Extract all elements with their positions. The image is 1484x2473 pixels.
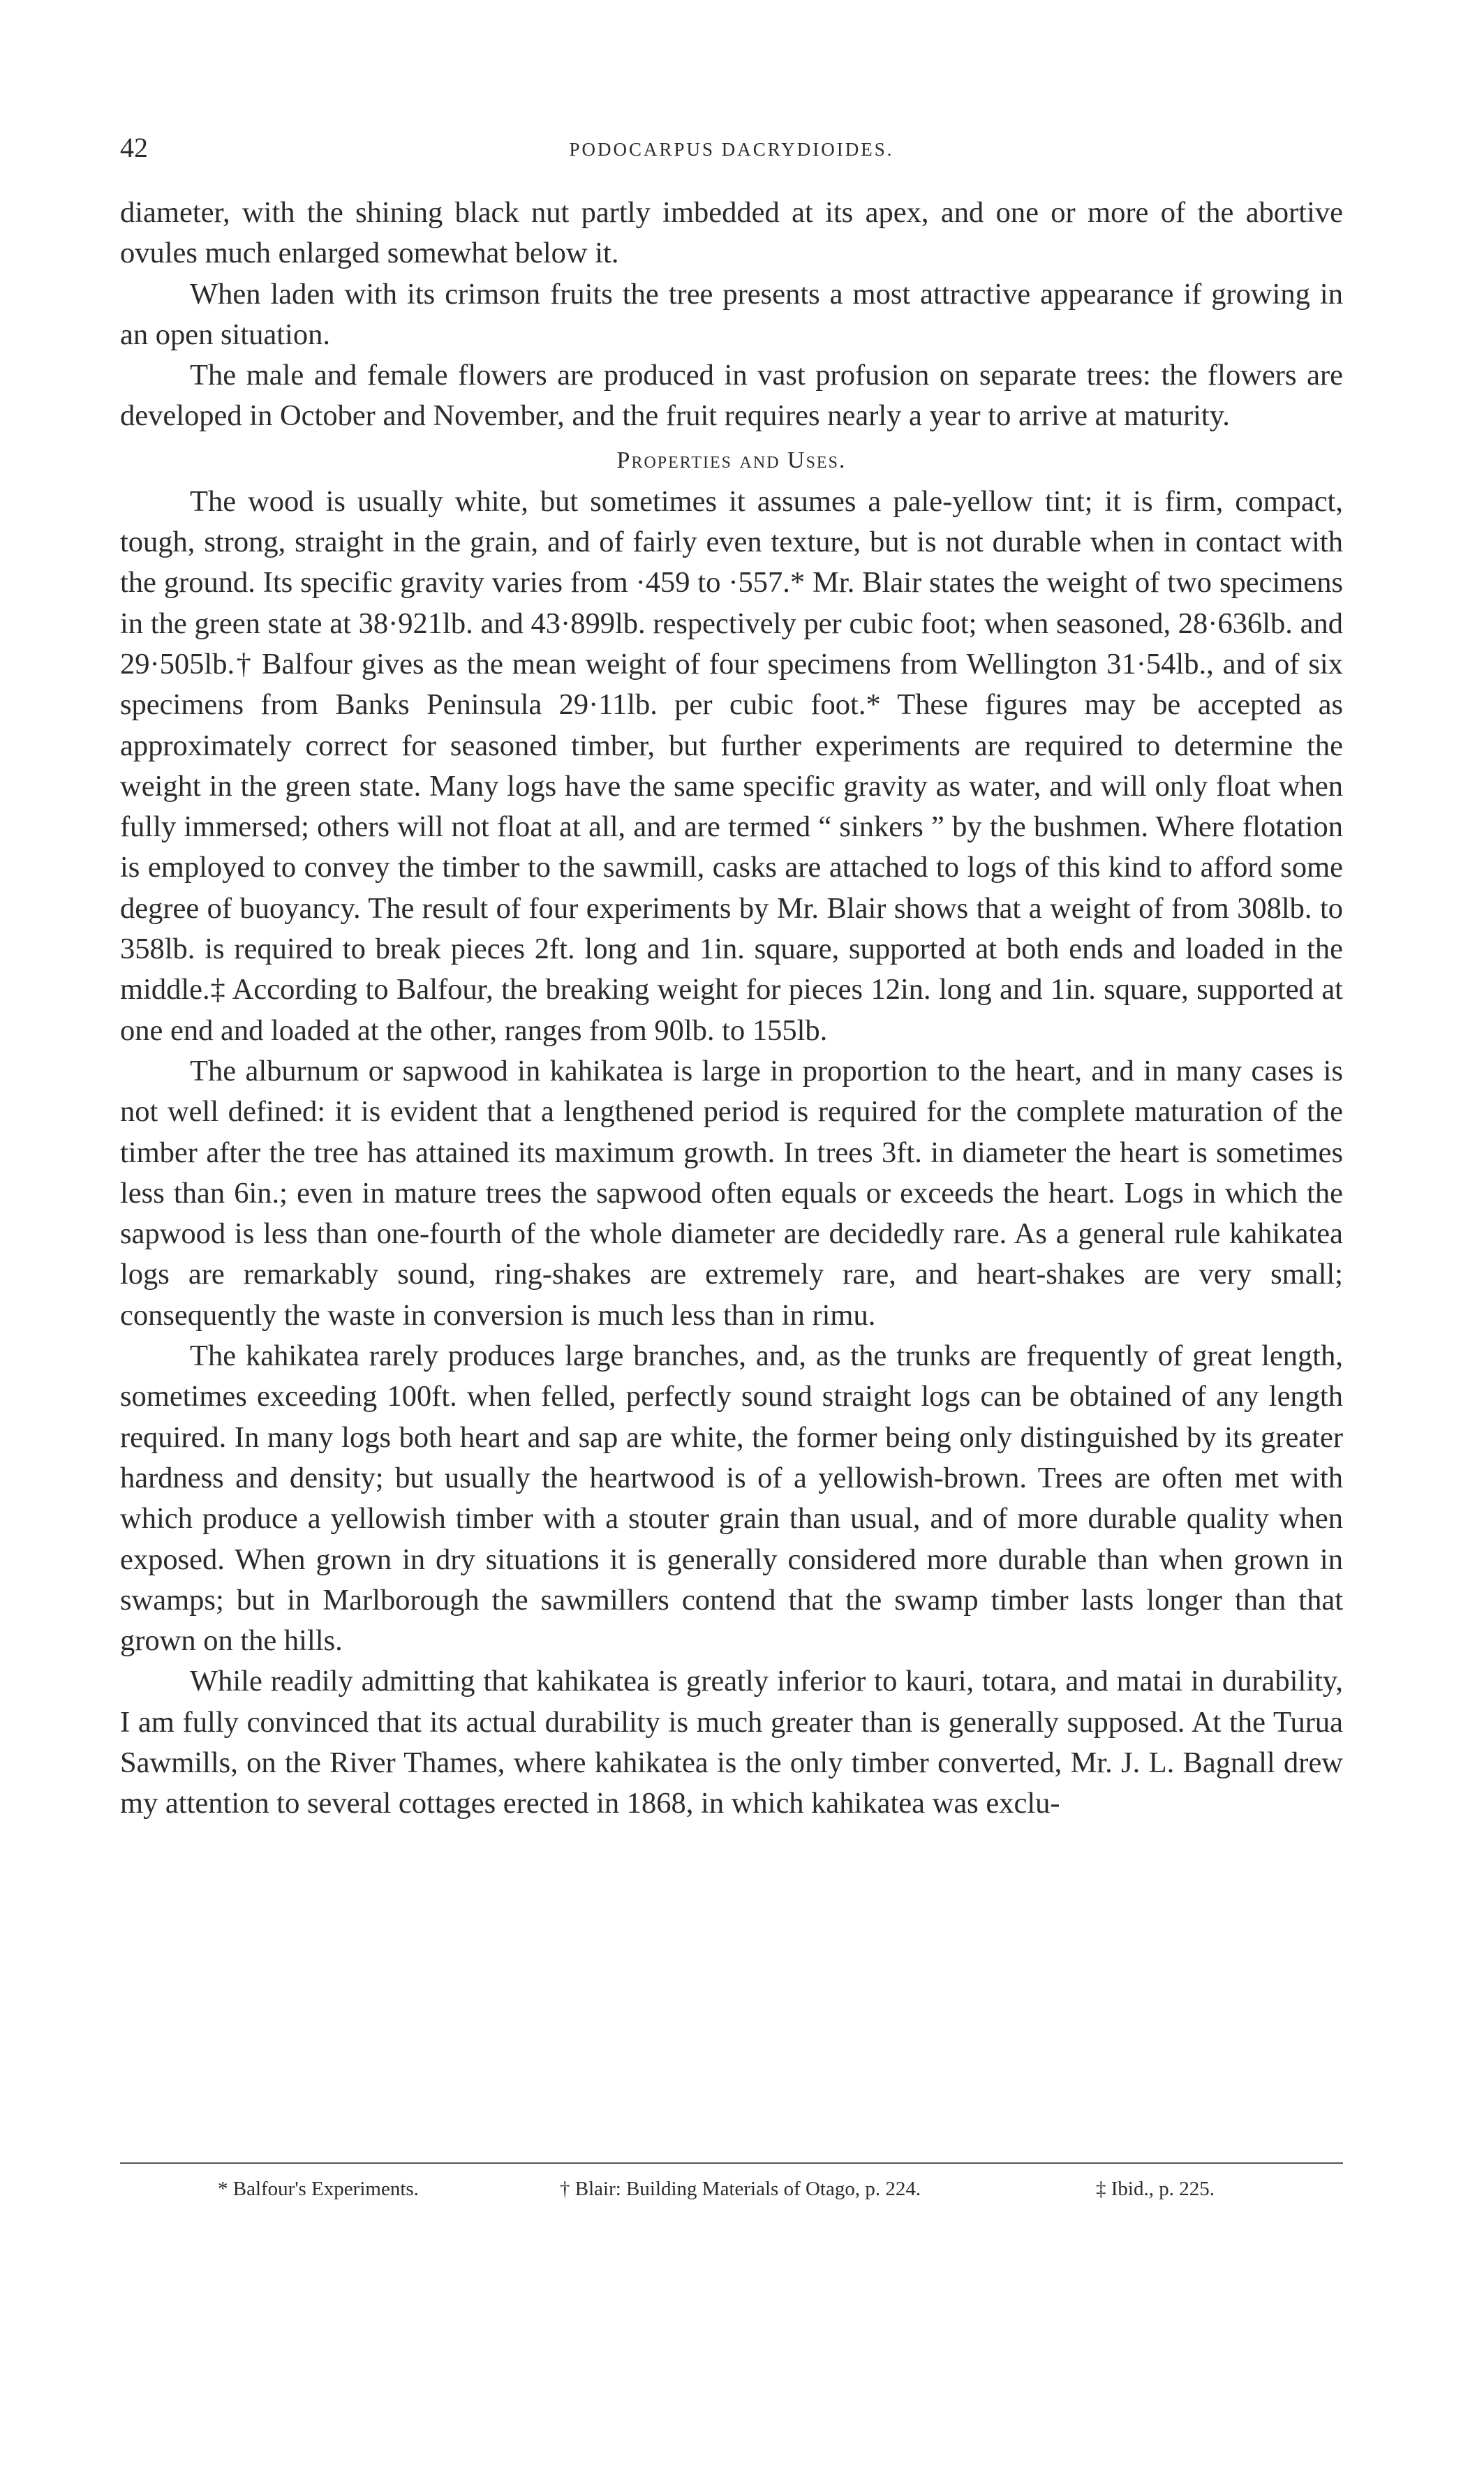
- section-heading: Properties and Uses.: [616, 447, 847, 473]
- page-number: 42: [120, 132, 148, 163]
- paragraph-fruits: When laden with its crimson fruits the tree presents a most attractive appearance if growing in an open situation.: [120, 277, 1343, 351]
- paragraph-wood-properties: The wood is usually white, but sometimes it assumes a pale-yellow tint; it is firm, compact, tough, strong, straight in the grain, and of fairly even texture, but is not durable when in contact with the ground. Its specific gravity varies from ·459 to ·557.* Mr. Blair states the weight of two specimens in the green state at 38·921lb. and 43·899lb. respectively per cubic foot; when seasoned, 28·636lb. and 29·505lb.† Balfour gives as the mean weight of four specimens from Wellington 31·54lb., and of six specimens from Banks Peninsula 29·11lb. per cubic foot.* These figures may be accepted as approximately correct for seasoned timber, but further experiments are required to determine the weight in the green state. Many logs have the same specific gravity as water, and will only float when fully immersed; others will not float at all, and are termed “ sinkers ” by the bushmen. Where flotation is employed to convey the timber to the sawmill, casks are attached to logs of this kind to afford some degree of buoyancy. The result of four experiments by Mr. Blair shows that a weight of from 308lb. to 358lb. is required to break pieces 2ft. long and 1in. square, supported at both ends and loaded in the middle.‡ According to Balfour, the breaking weight for pieces 12in. long and 1in. square, supported at one end and loaded at the other, ranges from 90lb. to 155lb.: [120, 484, 1343, 1047]
- footnote-balfour: * Balfour's Experiments.: [218, 2178, 419, 2200]
- paragraph-logs: The kahikatea rarely produces large branches, and, as the trunks are frequently of great length, sometimes exceeding 100ft. when felled, perfectly sound straight logs can be obtained of any length required. In many logs both heart and sap are white, the former being only distinguished by its greater hardness and density; but usually the heartwood is of a yellowish-brown. Trees are often met with which produce a yellowish timber with a stouter grain than usual, and of more durable quality when exposed. When grown in dry situations it is generally considered more durable than when grown in swamps; but in Marlborough the sawmillers contend that the swamp timber lasts longer than that grown on the hills.: [120, 1339, 1343, 1658]
- paragraph-continued: diameter, with the shining black nut partly imbedded at its apex, and one or more of the abortive ovules much enlarged somewhat below it.: [120, 196, 1343, 270]
- paragraph-flowers: The male and female flowers are produced in vast profusion on separate trees: the flowers are developed in October and November, and the fruit requires nearly a year to arrive at maturity.: [120, 359, 1343, 433]
- footnote-divider: [120, 2162, 1343, 2164]
- footnotes: [120, 2174, 1343, 2208]
- footnote-blair: † Blair: Building Materials of Otago, p. 224.: [560, 2178, 921, 2200]
- paragraph-durability: While readily admitting that kahikatea is greatly inferior to kauri, totara, and matai in durability, I am fully convinced that its actual durability is much greater than is generally supposed. At the Turua Sawmills, on the River Thames, where kahikatea is the only timber converted, Mr. J. L. Bagnall drew my attention to several cottages erected in 1868, in which kahikatea was exclu-: [120, 1665, 1343, 1820]
- running-title: PODOCARPUS DACRYDIOIDES.: [569, 139, 894, 160]
- page-header: [120, 131, 1343, 173]
- footnote-ibid: ‡ Ibid., p. 225.: [1096, 2178, 1215, 2200]
- body-text: [120, 193, 1343, 1825]
- paragraph-sapwood: The alburnum or sapwood in kahikatea is large in proportion to the heart, and in many cases is not well defined: it is evident that a lengthened period is required for the complete maturation of the timber after the tree has attained its maximum growth. In trees 3ft. in diameter the heart is sometimes less than 6in.; even in mature trees the sapwood often equals or exceeds the heart. Logs in which the sapwood is less than one-fourth of the whole diameter are decidedly rare. As a general rule kahikatea logs are remarkably sound, ring-shakes are extremely rare, and heart-shakes are very small; consequently the waste in conversion is much less than in rimu.: [120, 1054, 1343, 1332]
